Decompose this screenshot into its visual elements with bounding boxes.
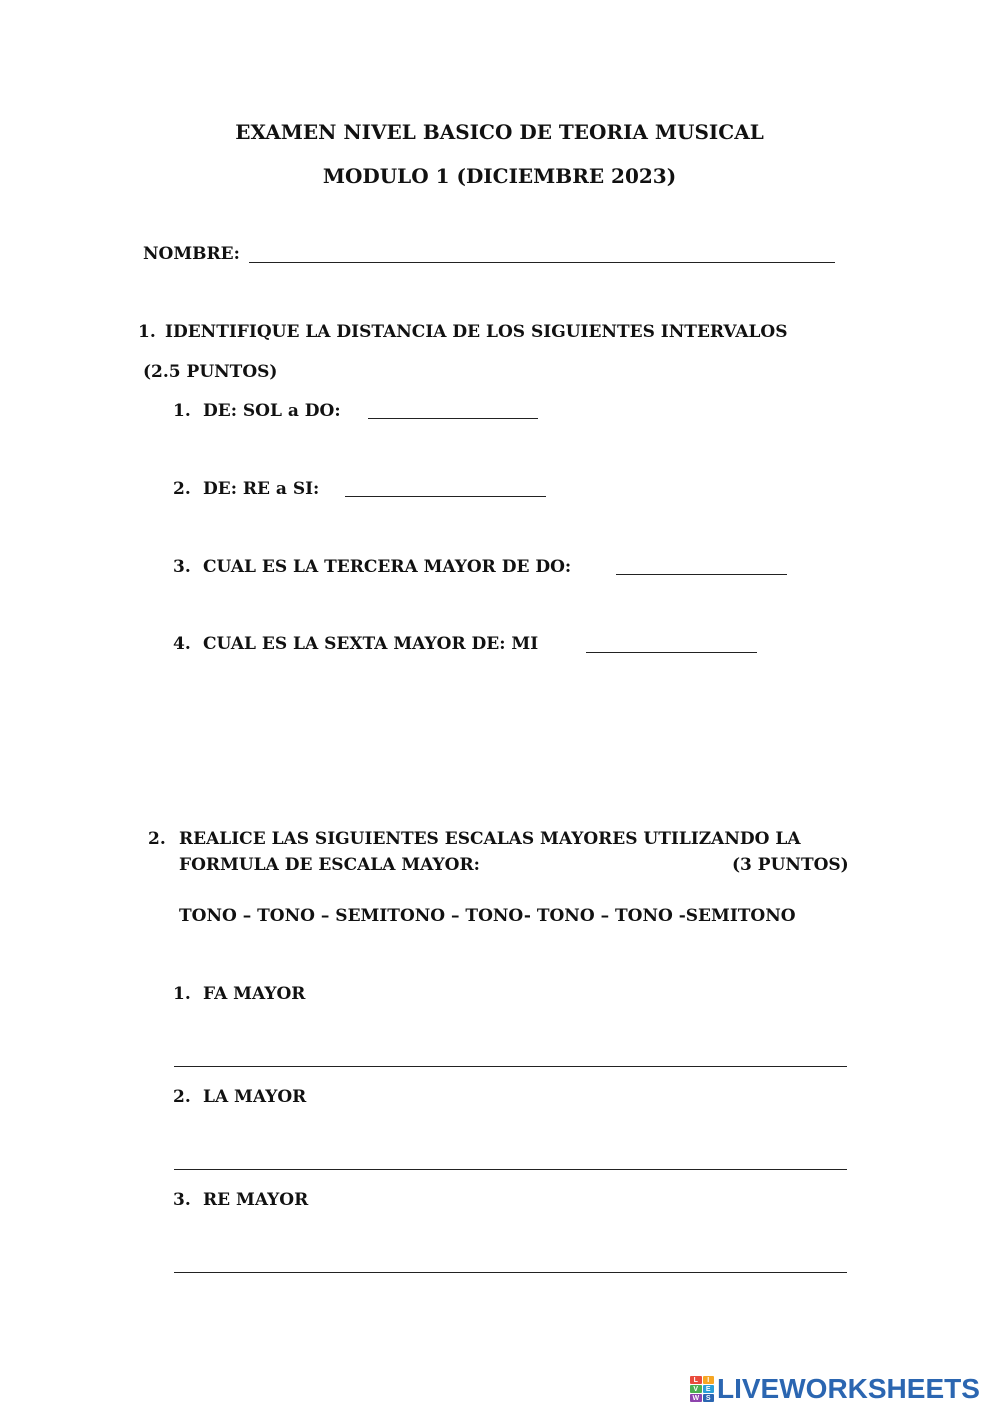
scale-2-answer-line[interactable] bbox=[174, 1169, 847, 1170]
question-2-number: 2. bbox=[173, 479, 191, 499]
scale-3-number: 3. bbox=[173, 1190, 191, 1210]
question-1-answer-line[interactable] bbox=[368, 418, 538, 419]
name-answer-line[interactable] bbox=[249, 262, 835, 263]
question-2 bbox=[173, 479, 319, 499]
question-4-text: CUAL ES LA SEXTA MAYOR DE: MI bbox=[203, 634, 539, 654]
logo-tile: L bbox=[690, 1376, 702, 1384]
question-4 bbox=[173, 634, 538, 654]
section2-points: (3 PUNTOS) bbox=[732, 855, 849, 875]
question-3-text: CUAL ES LA TERCERA MAYOR DE DO: bbox=[203, 557, 572, 577]
question-4-answer-line[interactable] bbox=[586, 652, 757, 653]
logo-tile: W bbox=[690, 1394, 702, 1402]
name-label: NOMBRE: bbox=[143, 244, 240, 264]
question-2-answer-line[interactable] bbox=[345, 496, 546, 497]
question-3-answer-line[interactable] bbox=[616, 574, 787, 575]
logo-tile: I bbox=[703, 1376, 715, 1384]
scale-2-number: 2. bbox=[173, 1087, 191, 1107]
exam-subtitle: MODULO 1 (DICIEMBRE 2023) bbox=[322, 164, 677, 188]
scale-1-text: FA MAYOR bbox=[203, 984, 306, 1004]
question-3-number: 3. bbox=[173, 557, 191, 577]
liveworksheets-logo bbox=[690, 1372, 980, 1406]
scale-2 bbox=[173, 1087, 306, 1107]
scale-1-answer-line[interactable] bbox=[174, 1066, 847, 1067]
question-1-number: 1. bbox=[173, 401, 191, 421]
section1-number: 1. bbox=[138, 322, 156, 342]
question-4-number: 4. bbox=[173, 634, 191, 654]
section2-heading bbox=[148, 829, 801, 849]
logo-text: LIVEWORKSHEETS bbox=[717, 1373, 980, 1404]
name-field-label bbox=[143, 244, 240, 264]
logo-tile: V bbox=[690, 1385, 702, 1393]
scale-formula: TONO – TONO – SEMITONO – TONO- TONO – TONO -SEMITONO bbox=[179, 906, 796, 926]
question-2-text: DE: RE a SI: bbox=[203, 479, 320, 499]
scale-3-answer-line[interactable] bbox=[174, 1272, 847, 1273]
section2-heading-line2: FORMULA DE ESCALA MAYOR: bbox=[179, 855, 480, 875]
scale-3 bbox=[173, 1190, 308, 1210]
scale-1-number: 1. bbox=[173, 984, 191, 1004]
logo-tile: E bbox=[703, 1385, 715, 1393]
question-3 bbox=[173, 557, 571, 577]
logo-tile: S bbox=[703, 1394, 715, 1402]
scale-2-text: LA MAYOR bbox=[203, 1087, 307, 1107]
section1-points: (2.5 PUNTOS) bbox=[143, 362, 278, 382]
exam-title: EXAMEN NIVEL BASICO DE TEORIA MUSICAL bbox=[235, 120, 764, 144]
question-1 bbox=[173, 401, 341, 421]
logo-grid-icon bbox=[690, 1376, 714, 1402]
scale-1 bbox=[173, 984, 305, 1004]
section2-number: 2. bbox=[148, 829, 166, 849]
scale-3-text: RE MAYOR bbox=[203, 1190, 309, 1210]
section1-heading-text: IDENTIFIQUE LA DISTANCIA DE LOS SIGUIENTES INTERVALOS bbox=[165, 322, 788, 342]
question-1-text: DE: SOL a DO: bbox=[203, 401, 341, 421]
section2-heading-line1: REALICE LAS SIGUIENTES ESCALAS MAYORES UTILIZANDO LA bbox=[179, 829, 801, 849]
section1-heading bbox=[138, 322, 788, 342]
